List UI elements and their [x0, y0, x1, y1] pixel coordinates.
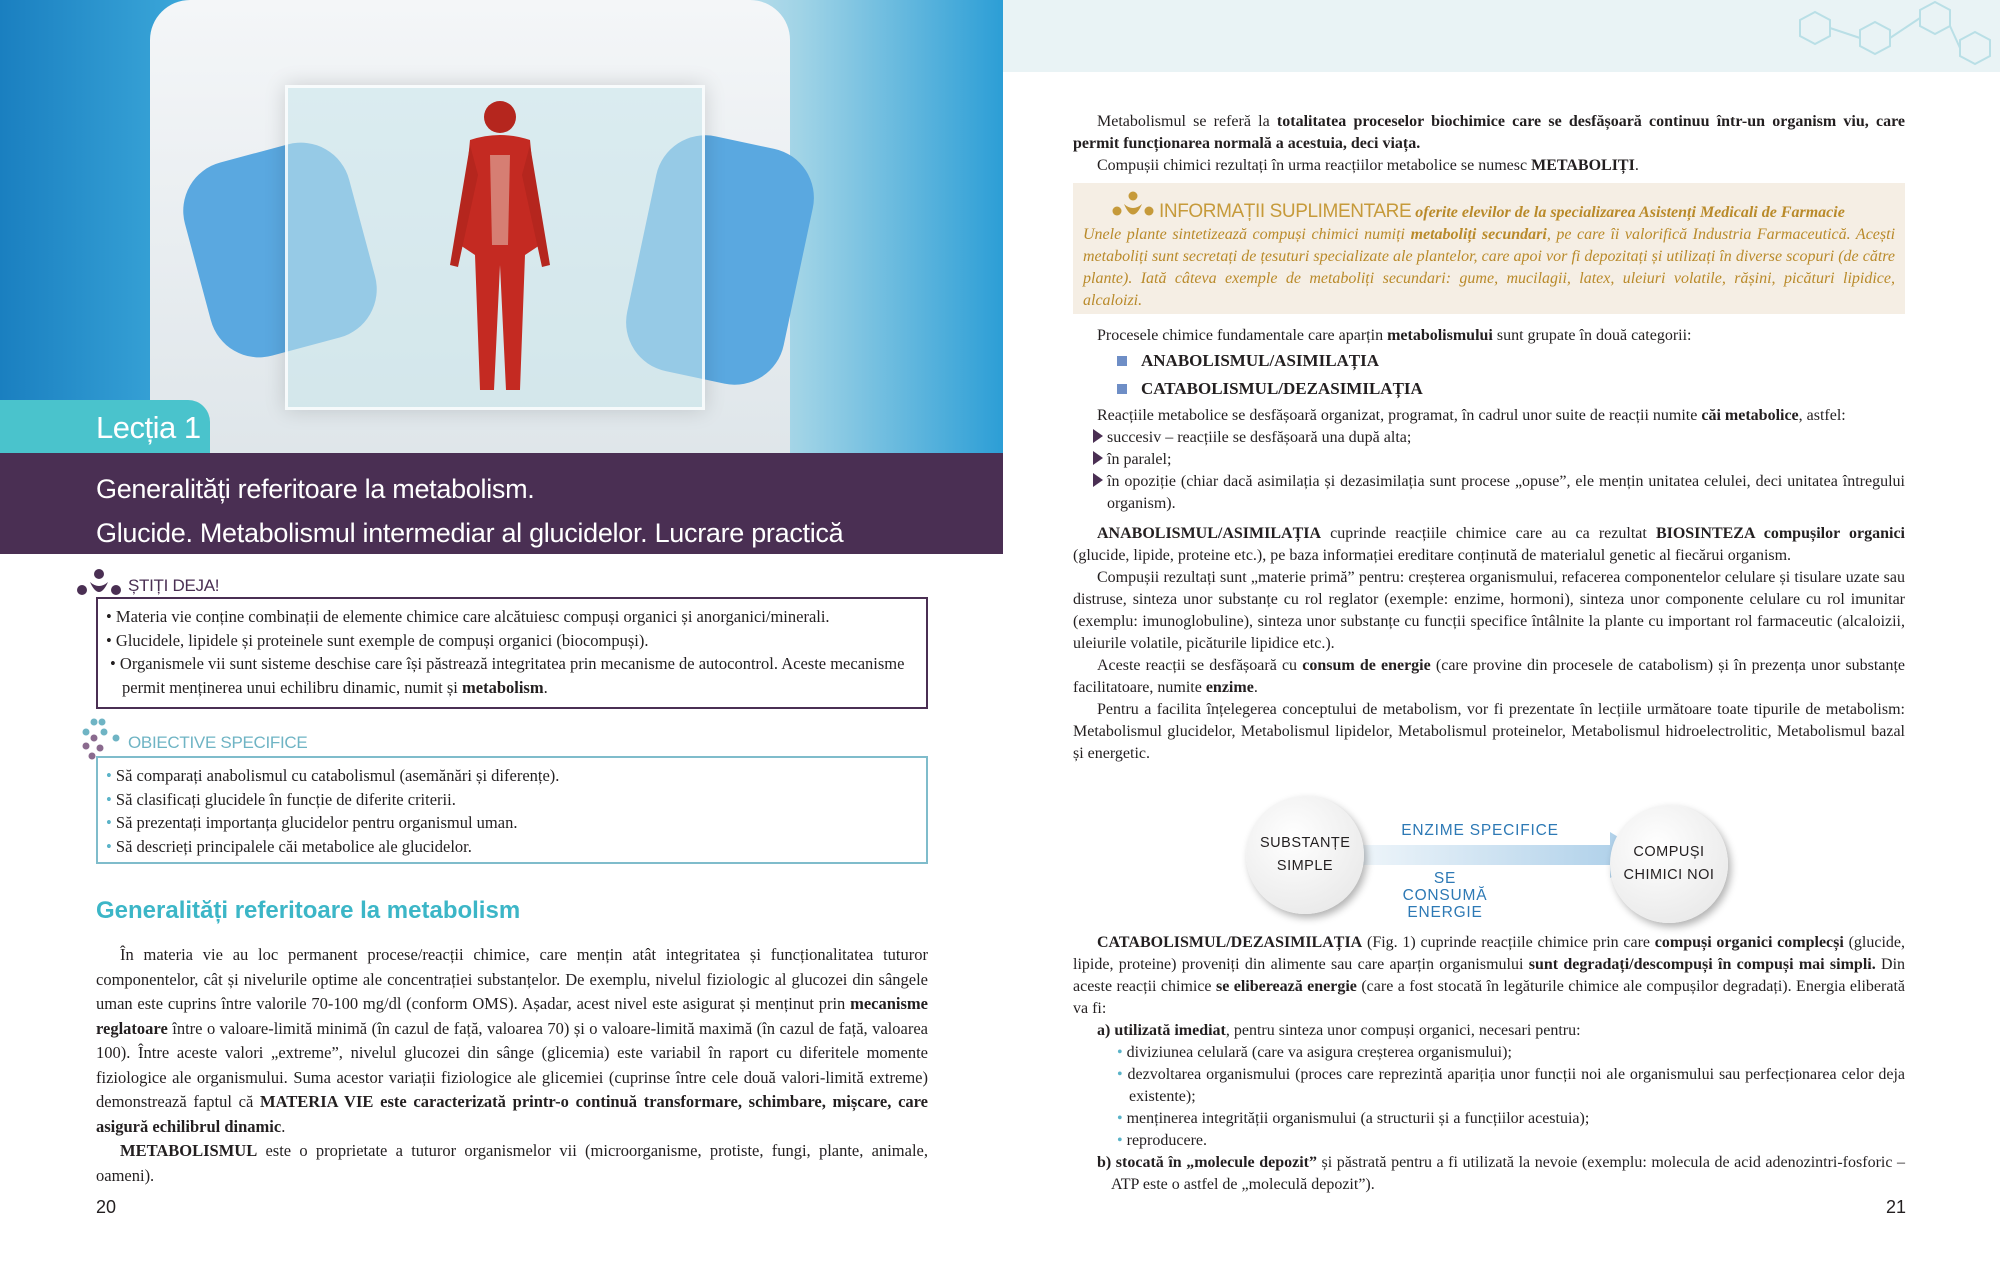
text-run: Din aceste reacții chimice: [1073, 956, 1906, 995]
paragraph: [1073, 523, 1905, 567]
text-run: (Fig. 1) cuprinde reacțiile chimice prin care: [1362, 934, 1655, 951]
text-run: sunt grupate în două categorii:: [1492, 327, 1692, 344]
text-run: este o proprietate a tuturor organismelor vii (microorganisme, protiste, fungi, plante, animale, oameni).: [96, 1141, 928, 1185]
stiti-deja-icon: [76, 568, 122, 600]
left-circle: SUBSTANȚE SIMPLE: [1246, 796, 1364, 914]
text-run: BIOSINTEZA compușilor organici: [1655, 525, 1906, 542]
section-heading: Generalități referitoare la metabolism: [96, 897, 521, 924]
info-body: [1083, 224, 1895, 312]
text-run: Compușii rezultați sunt „materie primă” pentru: creșterea organismului, refacerea componentelor celulare și tisulare uzate sau distruse, sinteza unor substanțe cu rol reglator (exemple: enzime, hormoni), sinteza unor componente celulare cu rol imunitar (exemplu: imunoglobuline), sinteza unor substanțe cu funcții specifice întâlnite la plante cu important rol farmaceutic (alcaloizii, uleiurile volatile, picăturile lipidice etc.).: [1073, 569, 1905, 652]
text-run: mecanisme reglatoare: [96, 994, 928, 1038]
category-item: ANABOLISMUL/ASIMILAȚIA: [1073, 347, 1905, 375]
text-run: se eliberează energie: [1215, 978, 1357, 995]
list-item: • diviziunea celulară (care va asigura creșterea organismului);: [1117, 1044, 1512, 1061]
text-run: consum de energie: [1302, 657, 1431, 674]
page-number: 21: [1886, 1197, 1907, 1217]
paragraph: [96, 943, 928, 1139]
hero-image: [0, 0, 1003, 453]
right-circle: COMPUȘI CHIMICI NOI: [1610, 805, 1728, 923]
list-item: • Organismele vii sunt sisteme deschise care își păstrează integritatea prin mecanisme de autocontrol. Aceste mecanisme permit menținerea unui echilibru dinamic, numit și metabolism.: [110, 654, 905, 697]
list-item: • Să comparați anabolismul cu catabolismul (asemănări și diferențe).: [106, 766, 560, 785]
muscle-figure-icon: [440, 95, 560, 395]
text-run: (glucide, lipide, proteine etc.), pe baza informației ereditare conținută de materialul genetic al fiecărui organism.: [1073, 547, 1792, 564]
diagram-bottom-label: SE CONSUMĂ ENERGIE: [1402, 870, 1488, 921]
text-run: Materia vie conține combinații de elemente chimice care alcătuiesc compuși organici și anorganici/minerali.: [115, 607, 830, 626]
objectives-box: [96, 756, 928, 864]
triangle-bullet-icon: [1093, 429, 1103, 443]
list-item: • reproducere.: [1117, 1132, 1207, 1149]
lesson-title-band: [0, 453, 1003, 554]
text-run: ANABOLISMUL/ASIMILAȚIA: [1097, 525, 1322, 542]
lesson-label: Lecția 1: [0, 400, 210, 455]
text-run: metabolismului: [1387, 327, 1493, 344]
text-run: , astfel:: [1798, 407, 1846, 424]
text-run: METABOLIȚI: [1531, 157, 1635, 174]
text-run: enzime: [1205, 679, 1254, 696]
stiti-deja-box: [96, 597, 928, 709]
paragraph: [1073, 699, 1905, 765]
text-run: Compușii chimici rezultați în urma reacțiilor metabolice se numesc: [1097, 157, 1532, 174]
text-run: metaboliți secundari: [1410, 226, 1547, 243]
text-run: sunt degradați/descompuși în compuși mai simpli.: [1528, 956, 1876, 973]
pathway-item: succesiv – reacțiile se desfășoară una după alta;: [1073, 427, 1905, 449]
list-item: • dezvoltarea organismului (proces care reprezintă apariția unor funcții noi ale organismului sau perfecționarea celor deja existente);: [1117, 1066, 1905, 1105]
pathway-item: în opoziție (chiar dacă asimilația și dezasimilația sunt procese „opuse”, ele mențin unitatea celulei, deci unitatea întregului organism).: [1073, 471, 1905, 515]
list-item: • Să descrieți principalele căi metabolice ale glucidelor.: [106, 836, 472, 856]
text-run: Reacțiile metabolice se desfășoară organizat, programat, în cadrul unor suite de reacții numite: [1097, 407, 1702, 424]
category-item: CATABOLISMUL/DEZASIMILAȚIA: [1073, 375, 1905, 403]
text-run: , pentru sinteza unor compuși organici, necesari pentru:: [1225, 1022, 1581, 1039]
text-run: .: [1253, 679, 1258, 696]
text-run: CATABOLISMUL/DEZASIMILAȚIA: [1097, 934, 1363, 951]
paragraph: [1073, 932, 1905, 1020]
energy-a: [1073, 1020, 1905, 1042]
text-run: Glucidele, lipidele și proteinele sunt exemple de compuși organici (biocompuși).: [115, 630, 649, 650]
text-run: (care a fost stocată în legăturile chimice ale compușilor degradați). Energia eliberată va fi:: [1073, 978, 1905, 1017]
paragraph: [1073, 111, 1905, 155]
text-run: .: [543, 677, 548, 697]
triangle-bullet-icon: [1093, 451, 1103, 465]
text-run: b) stocată în „molecule depozit”: [1097, 1154, 1317, 1171]
text-run: Aceste reacții se desfășoară cu: [1097, 657, 1303, 674]
text-run: între o valoare-limită minimă (în cazul de față, valoarea 70) și o valoare-limită maximă (în cazul de față, valoarea 100). Între aceste valori „extreme”, nivelul glucozei din sânge (glicemia) este variabil în raport cu diferitele momente fiziologice ale organismului. Suma acestor variații fiziologice ale glicemiei (cuprinse între cele două valori-limită extreme) demonstrează faptul că: [96, 1018, 928, 1111]
paragraph: [1073, 567, 1905, 655]
text-run: .: [1634, 157, 1639, 174]
metabolism-diagram: [1240, 790, 1740, 920]
text-run: metabolism: [462, 677, 544, 697]
text-run: Pentru a facilita înțelegerea conceptului de metabolism, vor fi prezentate în lecțiile următoare toate tipurile de metabolism: Metabolismul glucidelor, Metabolismul lipidelor, Metabolismul proteinelor, Metabolismul hidroelectrolitic, Metabolismul bazal și energetic.: [1073, 701, 1905, 762]
list-item: • Să clasificați glucidele în funcție de diferite criterii.: [106, 789, 456, 809]
info-heading: INFORMAȚII SUPLIMENTARE: [1159, 201, 1412, 222]
body-text: [96, 943, 928, 1188]
paragraph: [1073, 655, 1905, 699]
list-item: • Glucidele, lipidele și proteinele sunt exemple de compuși organici (biocompuși).: [106, 630, 649, 650]
text-run: (glucide, lipide, proteine) proveniți din alimente sau care aparțin organismului: [1073, 934, 1905, 973]
text-run: (care provine din procesele de catabolism) și în prezența unor substanțe facilitatoare, numite: [1073, 657, 1906, 696]
text-run: Unele plante sintetizează compuși chimici numiți: [1083, 226, 1411, 243]
text-run: a) utilizată imediat: [1097, 1022, 1226, 1039]
paragraph: [1073, 405, 1905, 427]
square-bullet-icon: [1117, 356, 1127, 366]
categories-section: [1073, 325, 1905, 765]
list-item: • menținerea integrității organismului (a structurii și a funcțiilor acestuia);: [1117, 1110, 1590, 1127]
list-item: • Materia vie conține combinații de elemente chimice care alcătuiesc compuși organici și anorganici/minerali.: [106, 607, 830, 626]
text-run: METABOLISMUL: [120, 1141, 258, 1160]
square-bullet-icon: [1117, 384, 1127, 394]
text-run: , pe care îi valorifică Industria Farmaceutică. Acești metaboliți sunt secretați de țesuturi specializate ale plantelor, care apoi vor fi depozitați și utilizați în diverse scopuri (de către plante). Iată câteva exemple de metaboliți secundari: gume, mucilagii, latex, uleiuri volatile, rășini, picături lipidice, alcaloizi.: [1083, 226, 1896, 309]
catabolism-section: [1073, 932, 1905, 1196]
text-run: Procesele chimice fundamentale care aparțin: [1097, 327, 1388, 344]
text-run: totalitatea proceselor biochimice care se desfășoară continuu într-un organism viu, care permit funcționarea normală a acestuia, deci viața.: [1073, 113, 1906, 152]
top-band: [1003, 0, 2000, 72]
energy-b: [1073, 1152, 1905, 1196]
triangle-bullet-icon: [1093, 473, 1103, 487]
page-number: 20: [96, 1197, 117, 1217]
text-run: .: [281, 1116, 286, 1136]
lesson-title-line: Glucide. Metabolismul intermediar al glucidelor. Lucrare practică: [96, 518, 844, 548]
text-run: compuși organici complecși: [1654, 934, 1844, 951]
list-item: • Să prezentați importanța glucidelor pentru organismul uman.: [106, 813, 518, 832]
paragraph: [1073, 155, 1905, 177]
text-run: În materia vie au loc permanent procese/reacții chimice, care mențin atât integritatea și funcționalitatea tuturor componentelor, cât și nivelurile optime ale concentrației substanțelor. De exemplu, nivelul fiziologic al glucozei din sângele uman este cuprins între valorile 70-100 mg/dl (conform OMS). Așadar, acest nivel este asigurat și menținut prin: [96, 945, 928, 1013]
paragraph: [96, 1139, 928, 1188]
paragraph: [1073, 325, 1905, 347]
pathway-item: în paralel;: [1073, 449, 1905, 471]
text-run: MATERIA VIE este caracterizată printr-o continuă transformare, schimbare, mișcare, care asigură echilibrul dinamic: [96, 1092, 928, 1136]
text-run: Metabolismul se referă la: [1097, 113, 1277, 130]
stiti-deja-heading: ȘTIȚI DEJA!: [128, 576, 220, 595]
objectives-heading: OBIECTIVE SPECIFICE: [128, 733, 308, 752]
text-run: cuprinde reacțiile chimice care au ca rezultat: [1321, 525, 1656, 542]
text-run: căi metabolice: [1701, 407, 1799, 424]
info-box: [1073, 183, 1905, 314]
molecule-decoration-icon: [1770, 0, 2000, 72]
info-subheading: oferite elevilor de la specializarea Asistenți Medicali de Farmacie: [1415, 204, 1845, 221]
diagram-top-label: ENZIME SPECIFICE: [1401, 822, 1559, 839]
intro-text: [1073, 111, 1905, 177]
text-run: și păstrată pentru a fi utilizată la nevoie (exemplu: molecula de acid adenozintri-fosforic – ATP este o astfel de „moleculă depozit”).: [1111, 1154, 1905, 1193]
text-run: Organismele vii sunt sisteme deschise care își păstrează integritatea prin mecanisme de autocontrol. Aceste mecanisme permit menținerea unui echilibru dinamic, numit și: [119, 654, 905, 697]
info-icon: [1111, 191, 1155, 221]
lesson-title-line: Generalități referitoare la metabolism.: [96, 474, 535, 504]
